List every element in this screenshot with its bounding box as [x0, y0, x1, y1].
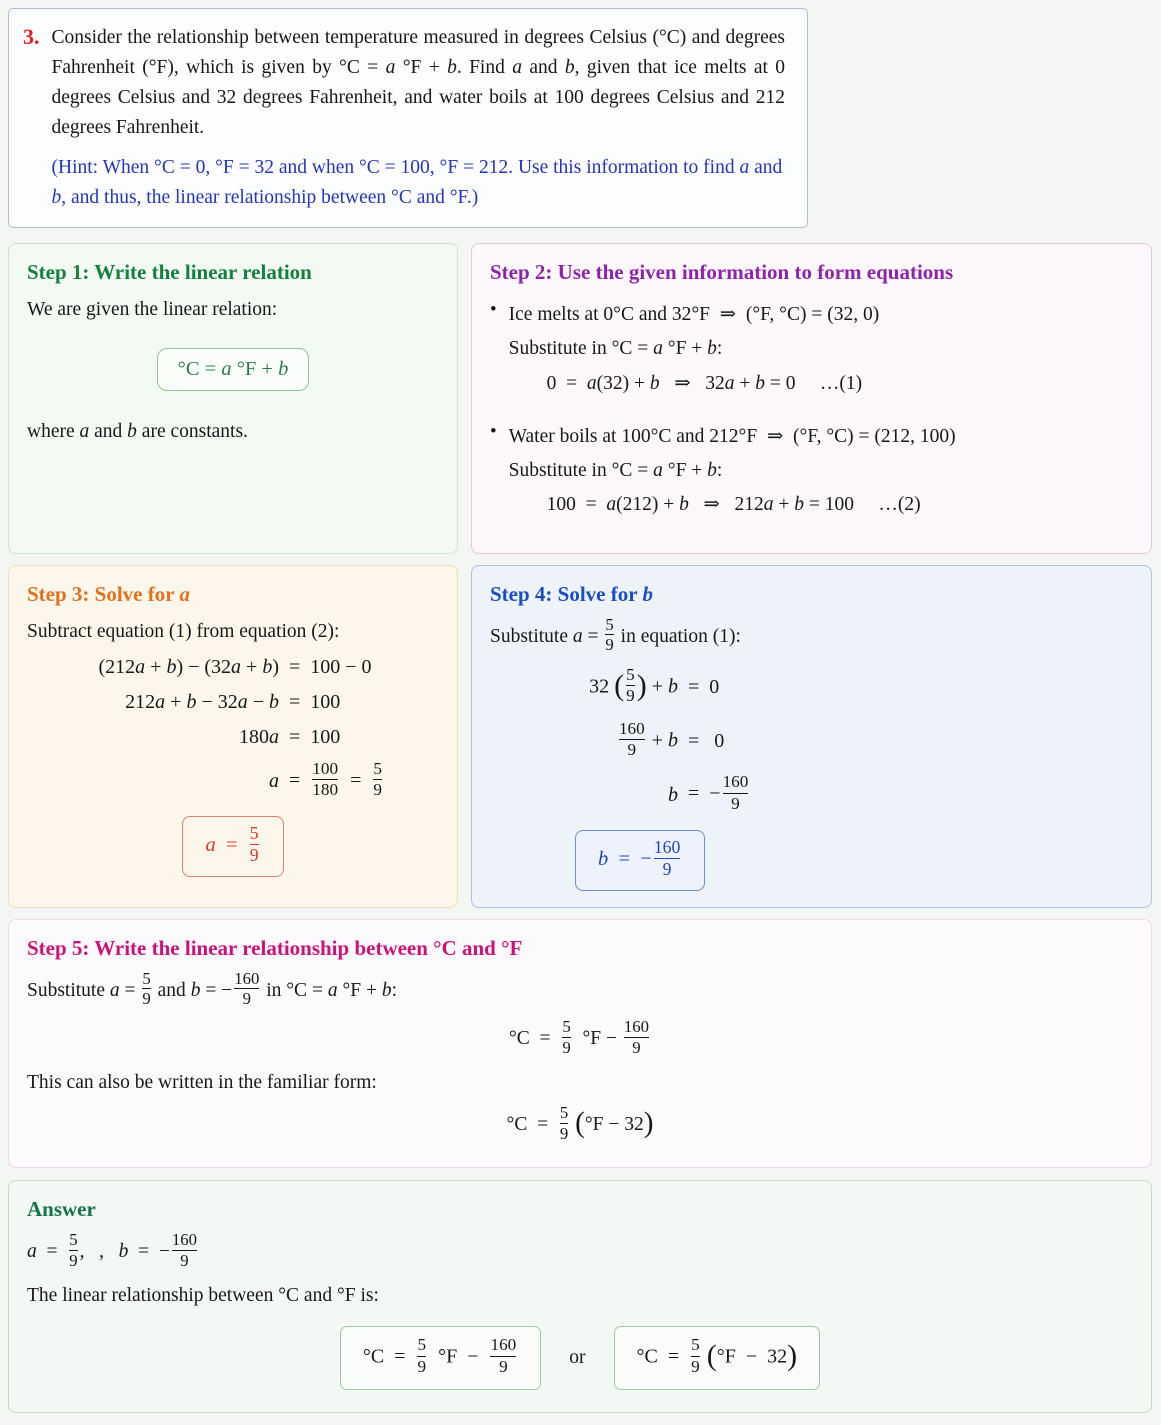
step3-intro: Subtract equation (1) from equation (2):	[27, 620, 340, 642]
step2-bullet-ice-content	[509, 295, 880, 403]
step2-box	[471, 243, 1152, 554]
step4-box	[471, 565, 1152, 908]
step1-intro: We are given the linear relation:	[27, 299, 278, 321]
step2-title: Step 2: Use the given information to form equations	[490, 260, 954, 285]
equation-rhs: = 100	[289, 725, 341, 748]
step1-equation-box: °C = a °F + b	[157, 348, 310, 391]
equation-lhs: a	[269, 770, 279, 793]
answer-or-label: or	[569, 1347, 586, 1369]
steps-row-1	[8, 243, 1152, 554]
step3-result-box: a = $\frac{5}{9}$	[182, 816, 283, 877]
step2-bullet-water-content	[509, 417, 956, 525]
step4-title: Step 4: Solve for b	[490, 581, 653, 606]
step5-title: Step 5: Write the linear relationship between °C and °F	[27, 935, 523, 960]
answer-title: Answer	[27, 1197, 96, 1222]
answer-equation-box-1: °C = $\frac{5}{9}$ °F − $\frac{160}{9}$	[340, 1326, 541, 1390]
step2-ice-condition: Ice melts at 0°C and 32°F ⇒ (°F, °C) = (32, 0)	[508, 304, 880, 326]
step5-equation-2: °C = $\frac{5}{9}$ (°F − 32)	[506, 1102, 654, 1143]
step1-box	[8, 243, 458, 554]
problem-number: 3.	[23, 24, 40, 49]
steps-row-2	[8, 565, 1152, 908]
equation-lhs: 32 ( $\frac{5}{9}$ ) + b	[589, 665, 678, 706]
answer-intro: The linear relationship between °C and °F is:	[27, 1285, 379, 1307]
step3-equations	[27, 656, 439, 803]
step3-box	[8, 565, 458, 908]
step2-bullet-ice	[490, 295, 1133, 403]
problem-text	[52, 21, 786, 213]
equation-rhs: = − $\frac{160}{9}$	[688, 772, 749, 813]
equation-lhs: 212a + b − 32a − b	[125, 690, 279, 713]
equation-rhs: = 0	[688, 730, 725, 753]
step1-title: Step 1: Write the linear relation	[27, 260, 312, 285]
step3-title: Step 3: Solve for a	[27, 581, 190, 606]
equation-rhs: = 0	[688, 676, 720, 699]
bullet-icon: •	[490, 420, 497, 442]
step2-bullet-water	[490, 417, 1133, 525]
step5-note: This can also be written in the familiar form:	[27, 1071, 377, 1093]
answer-values: a = $\frac{5}{9}$ , , b = − $\frac{160}{9}$	[27, 1230, 198, 1271]
answer-equations	[27, 1326, 1133, 1390]
step2-equation-1: 0 = a(32) + b ⇒ 32a + b = 0 …(1)	[546, 372, 863, 394]
step4-result-box: b = − $\frac{160}{9}$	[575, 830, 705, 891]
bullet-icon: •	[490, 299, 497, 321]
step2-water-condition: Water boils at 100°C and 212°F ⇒ (°F, °C) = (212, 100)	[508, 425, 956, 447]
step2-equation-2: 100 = a(212) + b ⇒ 212a + b = 100 …(2)	[546, 494, 921, 516]
step5-box	[8, 919, 1152, 1169]
step5-intro: Substitute a = $\frac{5}{9}$ and b = − $\frac{160}{9}$ in °C = a °F + b:	[27, 968, 398, 1009]
equation-lhs: 180a	[239, 725, 279, 748]
step4-equations	[490, 667, 1133, 816]
problem-box	[8, 8, 808, 228]
step2-water-substitute: Substitute in °C = a °F + b:	[508, 460, 723, 482]
answer-equation-box-2: °C = $\frac{5}{9}$ (°F − 32)	[614, 1326, 821, 1390]
step5-equation-1: °C = $\frac{5}{9}$ °F − $\frac{160}{9}$	[509, 1017, 649, 1057]
equation-lhs: b	[668, 783, 678, 806]
equation-lhs: (212a + b) − (32a + b)	[98, 655, 279, 678]
equation-rhs: = 100 − 0	[289, 655, 372, 678]
step4-intro: Substitute a = $\frac{5}{9}$ in equation (1):	[490, 614, 741, 655]
equation-lhs: $\frac{160}{9}$ + b	[618, 718, 678, 760]
problem-hint: (Hint: When °C = 0, °F = 32 and when °C = 100, °F = 212. Use this information to find a and b, and thus, the linear relationship between °C and °F.)	[51, 157, 783, 209]
step2-ice-substitute: Substitute in °C = a °F + b:	[508, 338, 723, 360]
answer-box	[8, 1180, 1152, 1412]
equation-rhs: = $\frac{100}{180}$ = $\frac{5}{9}$	[289, 758, 382, 800]
equation-rhs: = 100	[289, 690, 341, 713]
problem-statement: Consider the relationship between temperature measured in degrees Celsius (°C) and degrees Fahrenheit (°F), which is given by °C = a °F + b. Find a and b, given that ice melts at 0 degrees Celsius and 32 degrees Fahrenheit, and water boils at 100 degrees Celsius and 212 degrees Fahrenheit.	[51, 27, 786, 139]
step1-note: where a and b are constants.	[27, 421, 248, 443]
